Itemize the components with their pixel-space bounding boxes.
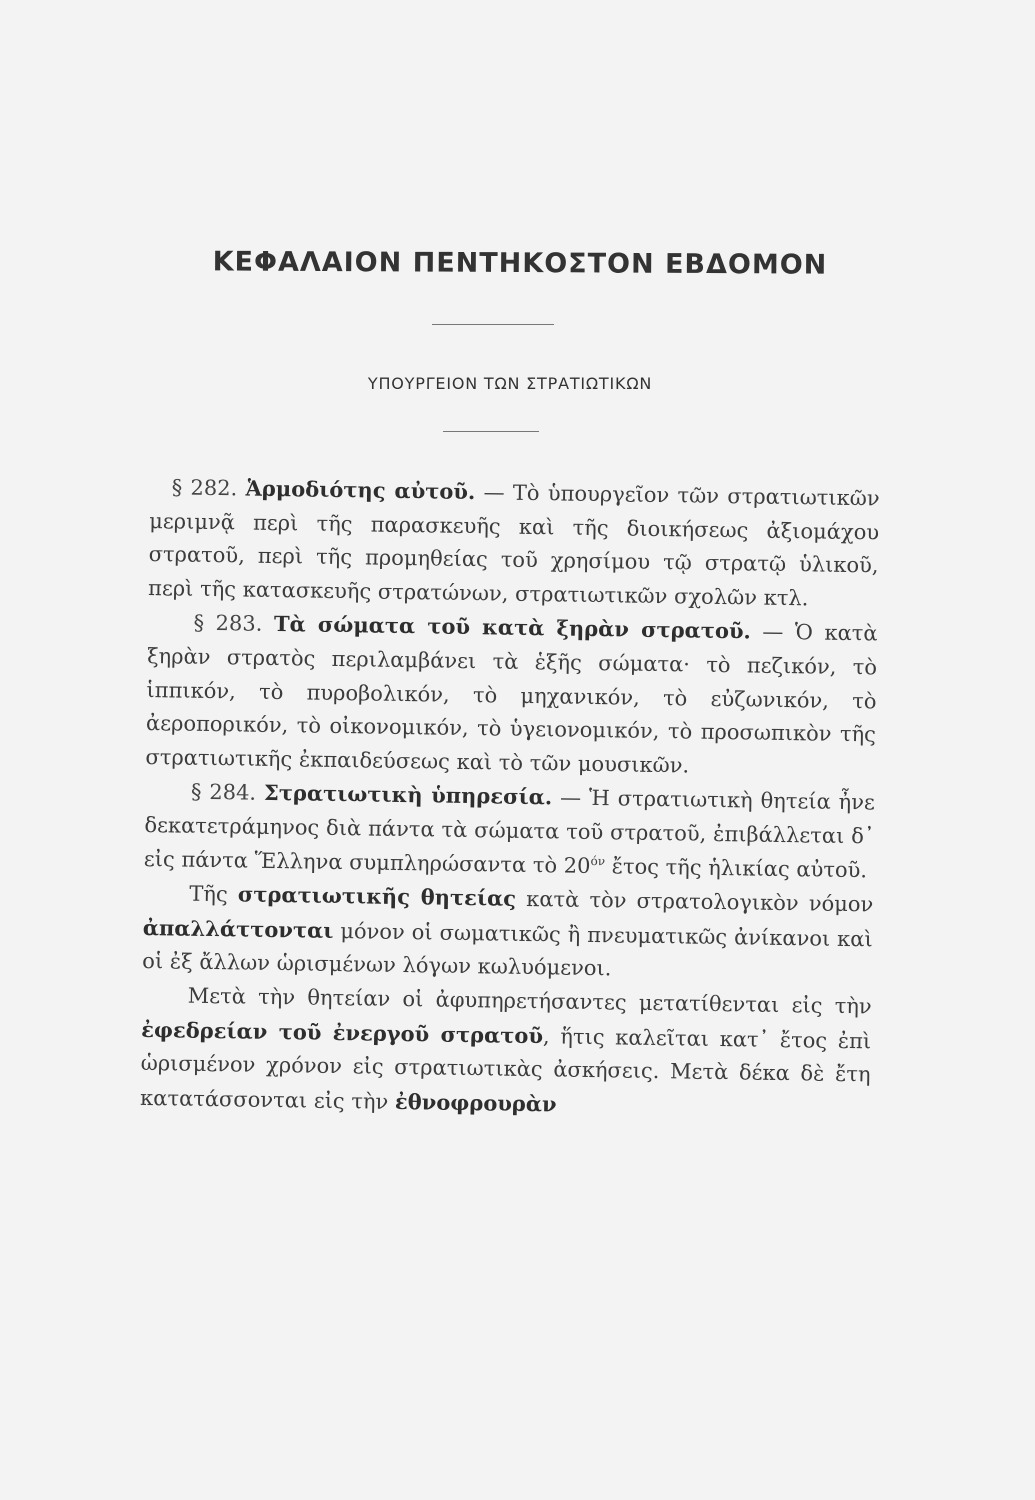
section-number: § 283.	[193, 611, 263, 637]
paragraph-exemptions	[142, 876, 874, 990]
text-run: Μετὰ τὴν θητείαν οἱ ἀφυπηρετήσαντες μετατίθενται εἰς τὴν	[187, 983, 872, 1019]
chapter-title: ΚΕΦΑΛΑΙΟΝ ΠΕΝΤΗΚΟΣΤΟΝ ΕΒΔΟΜΟΝ	[212, 246, 828, 281]
title-divider	[432, 324, 554, 325]
em-dash: —	[552, 785, 590, 811]
paragraph-reserve	[140, 979, 872, 1127]
text-run: κατὰ τὸν στρατολογικὸν νόμον	[515, 886, 874, 917]
section-number: § 282.	[171, 475, 238, 501]
paragraph-text: Ἡ στρατιωτικὴ θητεία ἦνε δεκατετράμηνος διὰ πάντα τὰ σώματα τοῦ στρατοῦ, ἐπιβάλλεται δ᾽ εἰς πάντα Ἕλληνα συμπληρώσαντα τὸ 20	[143, 786, 876, 878]
bold-term: ἀπαλλάττονται	[142, 914, 334, 943]
paragraph-heading: Ἁρμοδιότης αὐτοῦ.	[245, 475, 476, 505]
text-run: , ἥτις καλεῖται κατ᾽ ἔτος ἐπὶ ὡρισμένον χρόνον εἰς στρατιωτικὰς ἀσκήσεις. Μετὰ δέκα δὲ ἔτη κατατάσσονται εἰς τὴν	[139, 1023, 872, 1114]
paragraph-282	[148, 470, 880, 617]
section-number: § 284.	[190, 780, 257, 806]
body-text	[140, 470, 880, 1127]
paragraph-text-cont: ἔτος τῆς ἡλικίας αὐτοῦ.	[604, 853, 868, 882]
text-run: μόνον οἱ σωματικῶς ἢ πνευματικῶς ἀνίκανοι καὶ οἱ ἐξ ἄλλων ὡρισμένων λόγων κωλυόμενοι.	[142, 918, 873, 981]
paragraph-heading: Στρατιωτικὴ ὑπηρεσία.	[263, 780, 553, 810]
paragraph-text: Ὁ κατὰ ξηρὰν στρατὸς περιλαμβάνει τὰ ἑξῆς σώματα· τὸ πεζικόν, τὸ ἱππικόν, τὸ πυροβολικόν, τὸ μηχανικόν, τὸ εὐζωνικόν, τὸ ἀεροπορικόν, τὸ οἰκονομικόν, τὸ ὑγειονομικόν, τὸ προσωπικὸν τῆς στρατιωτικῆς ἐκπαιδεύσεως καὶ τὸ τῶν μουσικῶν.	[145, 620, 878, 778]
bold-term: στρατιωτικῆς θητείας	[237, 881, 517, 911]
bold-term: ἐφεδρείαν τοῦ ἐνεργοῦ στρατοῦ	[141, 1016, 544, 1048]
paragraph-text: Τὸ ὑπουργεῖον τῶν στρατιωτικῶν μεριμνᾷ περὶ τῆς παρασκευῆς καὶ τῆς διοικήσεως ἀξιομάχου στρατοῦ, περὶ τῆς προμηθείας τοῦ χρησίμου τῷ στρατῷ ὑλικοῦ, περὶ τῆς κατασκευῆς στρατώνων, στρατιωτικῶν σχολῶν κτλ.	[147, 480, 880, 611]
ordinal-suffix: όν	[590, 853, 606, 868]
em-dash: —	[750, 619, 796, 645]
text-run: Τῆς	[189, 881, 239, 907]
paragraph-284	[144, 774, 876, 887]
paragraph-283	[145, 605, 878, 785]
section-divider	[443, 431, 539, 432]
section-title: ΥΠΟΥΡΓΕΙΟΝ ΤΩΝ ΣΤΡΑΤΙΩΤΙΚΩΝ	[367, 374, 653, 393]
paragraph-heading: Τὰ σώματα τοῦ κατὰ ξηρὰν στρατοῦ.	[273, 611, 752, 644]
bold-term: ἐθνοφρουρὰν	[394, 1088, 557, 1117]
em-dash: —	[475, 480, 514, 505]
